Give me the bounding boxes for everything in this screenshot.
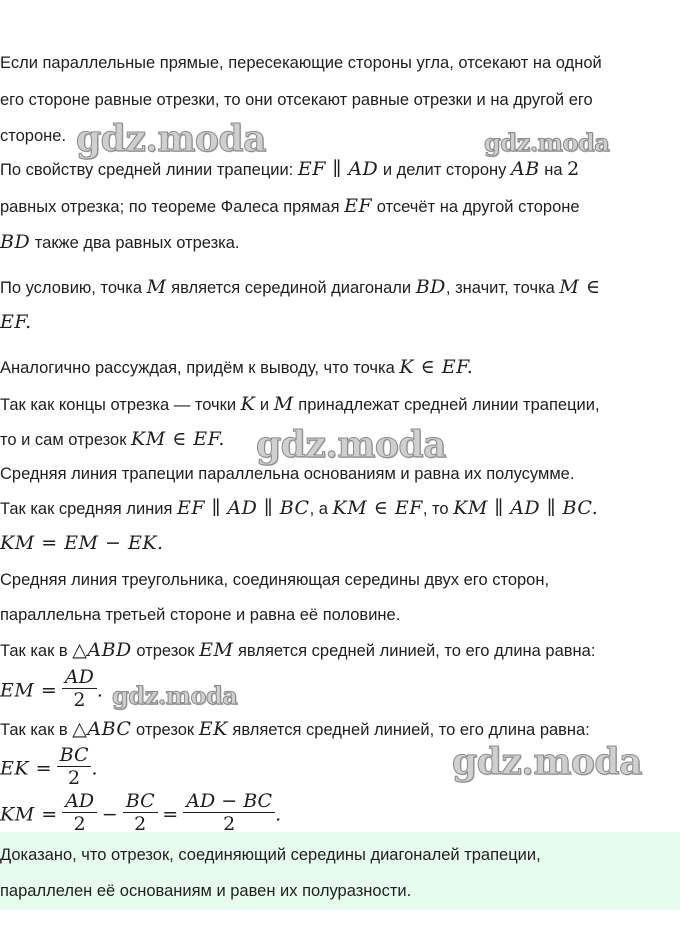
formula-km: KM = $\frac{AD}{2}$ − $\frac{BC}{2}$ = $\frac{AD - BC}{2}$ . [0,792,282,832]
watermark-logo: gdz.moda [256,424,446,466]
text-line-14 [0,531,164,555]
watermark-logo: gdz.moda [76,118,266,160]
math-m: M [273,393,294,415]
fraction-bc-over-2: $\frac{BC}{2}$ [57,744,92,792]
math-km-in-ef: KM ∈ EF. [131,428,225,450]
math-ef-ad-bc: EF ∥ AD ∥ BC [177,497,310,519]
text-line-16: параллельна третьей стороне и равна её половине. [0,606,401,624]
watermark-logo: gdz.moda [452,741,642,783]
math-ef: EF. [0,311,32,333]
text-line-5: равных отрезка; по теореме Фалеса прямая EF отсечёт на другой стороне [0,195,580,217]
watermark-logo: gdz.moda [484,128,610,157]
math-two: 2 [567,158,580,180]
math-bd: BD [0,231,31,253]
text-line-1: Если параллельные прямые, пересекающие стороны угла, отсекают на одной [0,54,602,72]
math-bd: BD [415,276,446,298]
text-line-8 [0,310,32,334]
fraction-ad-over-2: $\frac{AD}{2}$ [62,790,97,838]
math-k: K [240,393,256,415]
math-k-in-ef: K ∈ EF. [399,356,474,378]
formula-em: EM = $\frac{AD}{2}$ . [0,668,103,708]
math-m-in: M ∈ [559,276,601,298]
math-km-in-ef: KM ∈ EF [332,497,423,519]
text-line-13: Так как средняя линия EF ∥ AD ∥ BC, а KM ∈ EF, то KM ∥ AD ∥ BC. [0,497,599,519]
math-em: EM [199,639,234,661]
math-ef-parallel-ad: EF ∥ AD [297,158,379,180]
fraction-ad-over-2: $\frac{AD}{2}$ [62,666,97,714]
math-ek: EK [198,718,228,740]
math-triangle-abd: △ABD [72,639,132,661]
text-line-6: BD также два равных отрезка. [0,231,240,253]
text-line-3: стороне. [0,127,67,145]
text-line-11: то и сам отрезок KM ∈ EF. [0,428,225,450]
text-line-12: Средняя линия трапеции параллельна основаниям и равна их полусумме. [0,465,575,483]
text-line-17: Так как в △ABD отрезок EM является средней линией, то его длина равна: [0,639,596,661]
math-triangle-abc: △ABC [72,718,132,740]
conclusion-line-1: Доказано, что отрезок, соединяющий середины диагоналей трапеции, [0,846,541,864]
fraction-ad-minus-bc-over-2: $\frac{AD - BC}{2}$ [183,790,275,838]
math-ef: EF [344,195,373,217]
watermark-logo: gdz.moda [112,681,238,710]
formula-ek: EK = $\frac{BC}{2}$ . [0,746,98,786]
text-line-7: По условию, точка M является серединой диагонали BD, значит, точка M ∈ [0,276,601,298]
math-ab: AB [511,158,540,180]
fraction-bc-over-2: $\frac{BC}{2}$ [123,790,158,838]
text-line-9: Аналогично рассуждая, придём к выводу, что точка K ∈ EF. [0,356,474,378]
text-line-15: Средняя линия треугольника, соединяющая середины двух его сторон, [0,571,550,589]
text-line-2: его стороне равные отрезки, то они отсекают равные отрезки и на другой его [0,91,593,109]
math-km-equation: KM = EM − EK. [0,532,164,554]
text-line-19: Так как в △ABC отрезок EK является средней линией, то его длина равна: [0,718,590,740]
text-line-4: По свойству средней линии трапеции: EF ∥ AD и делит сторону AB на 2 [0,158,580,180]
math-m: M [146,276,167,298]
math-km-ad-bc: KM ∥ AD ∥ BC. [453,497,599,519]
conclusion-line-2: параллелен её основаниям и равен их полуразности. [0,882,412,900]
text-line-10: Так как концы отрезка — точки K и M принадлежат средней линии трапеции, [0,393,600,415]
